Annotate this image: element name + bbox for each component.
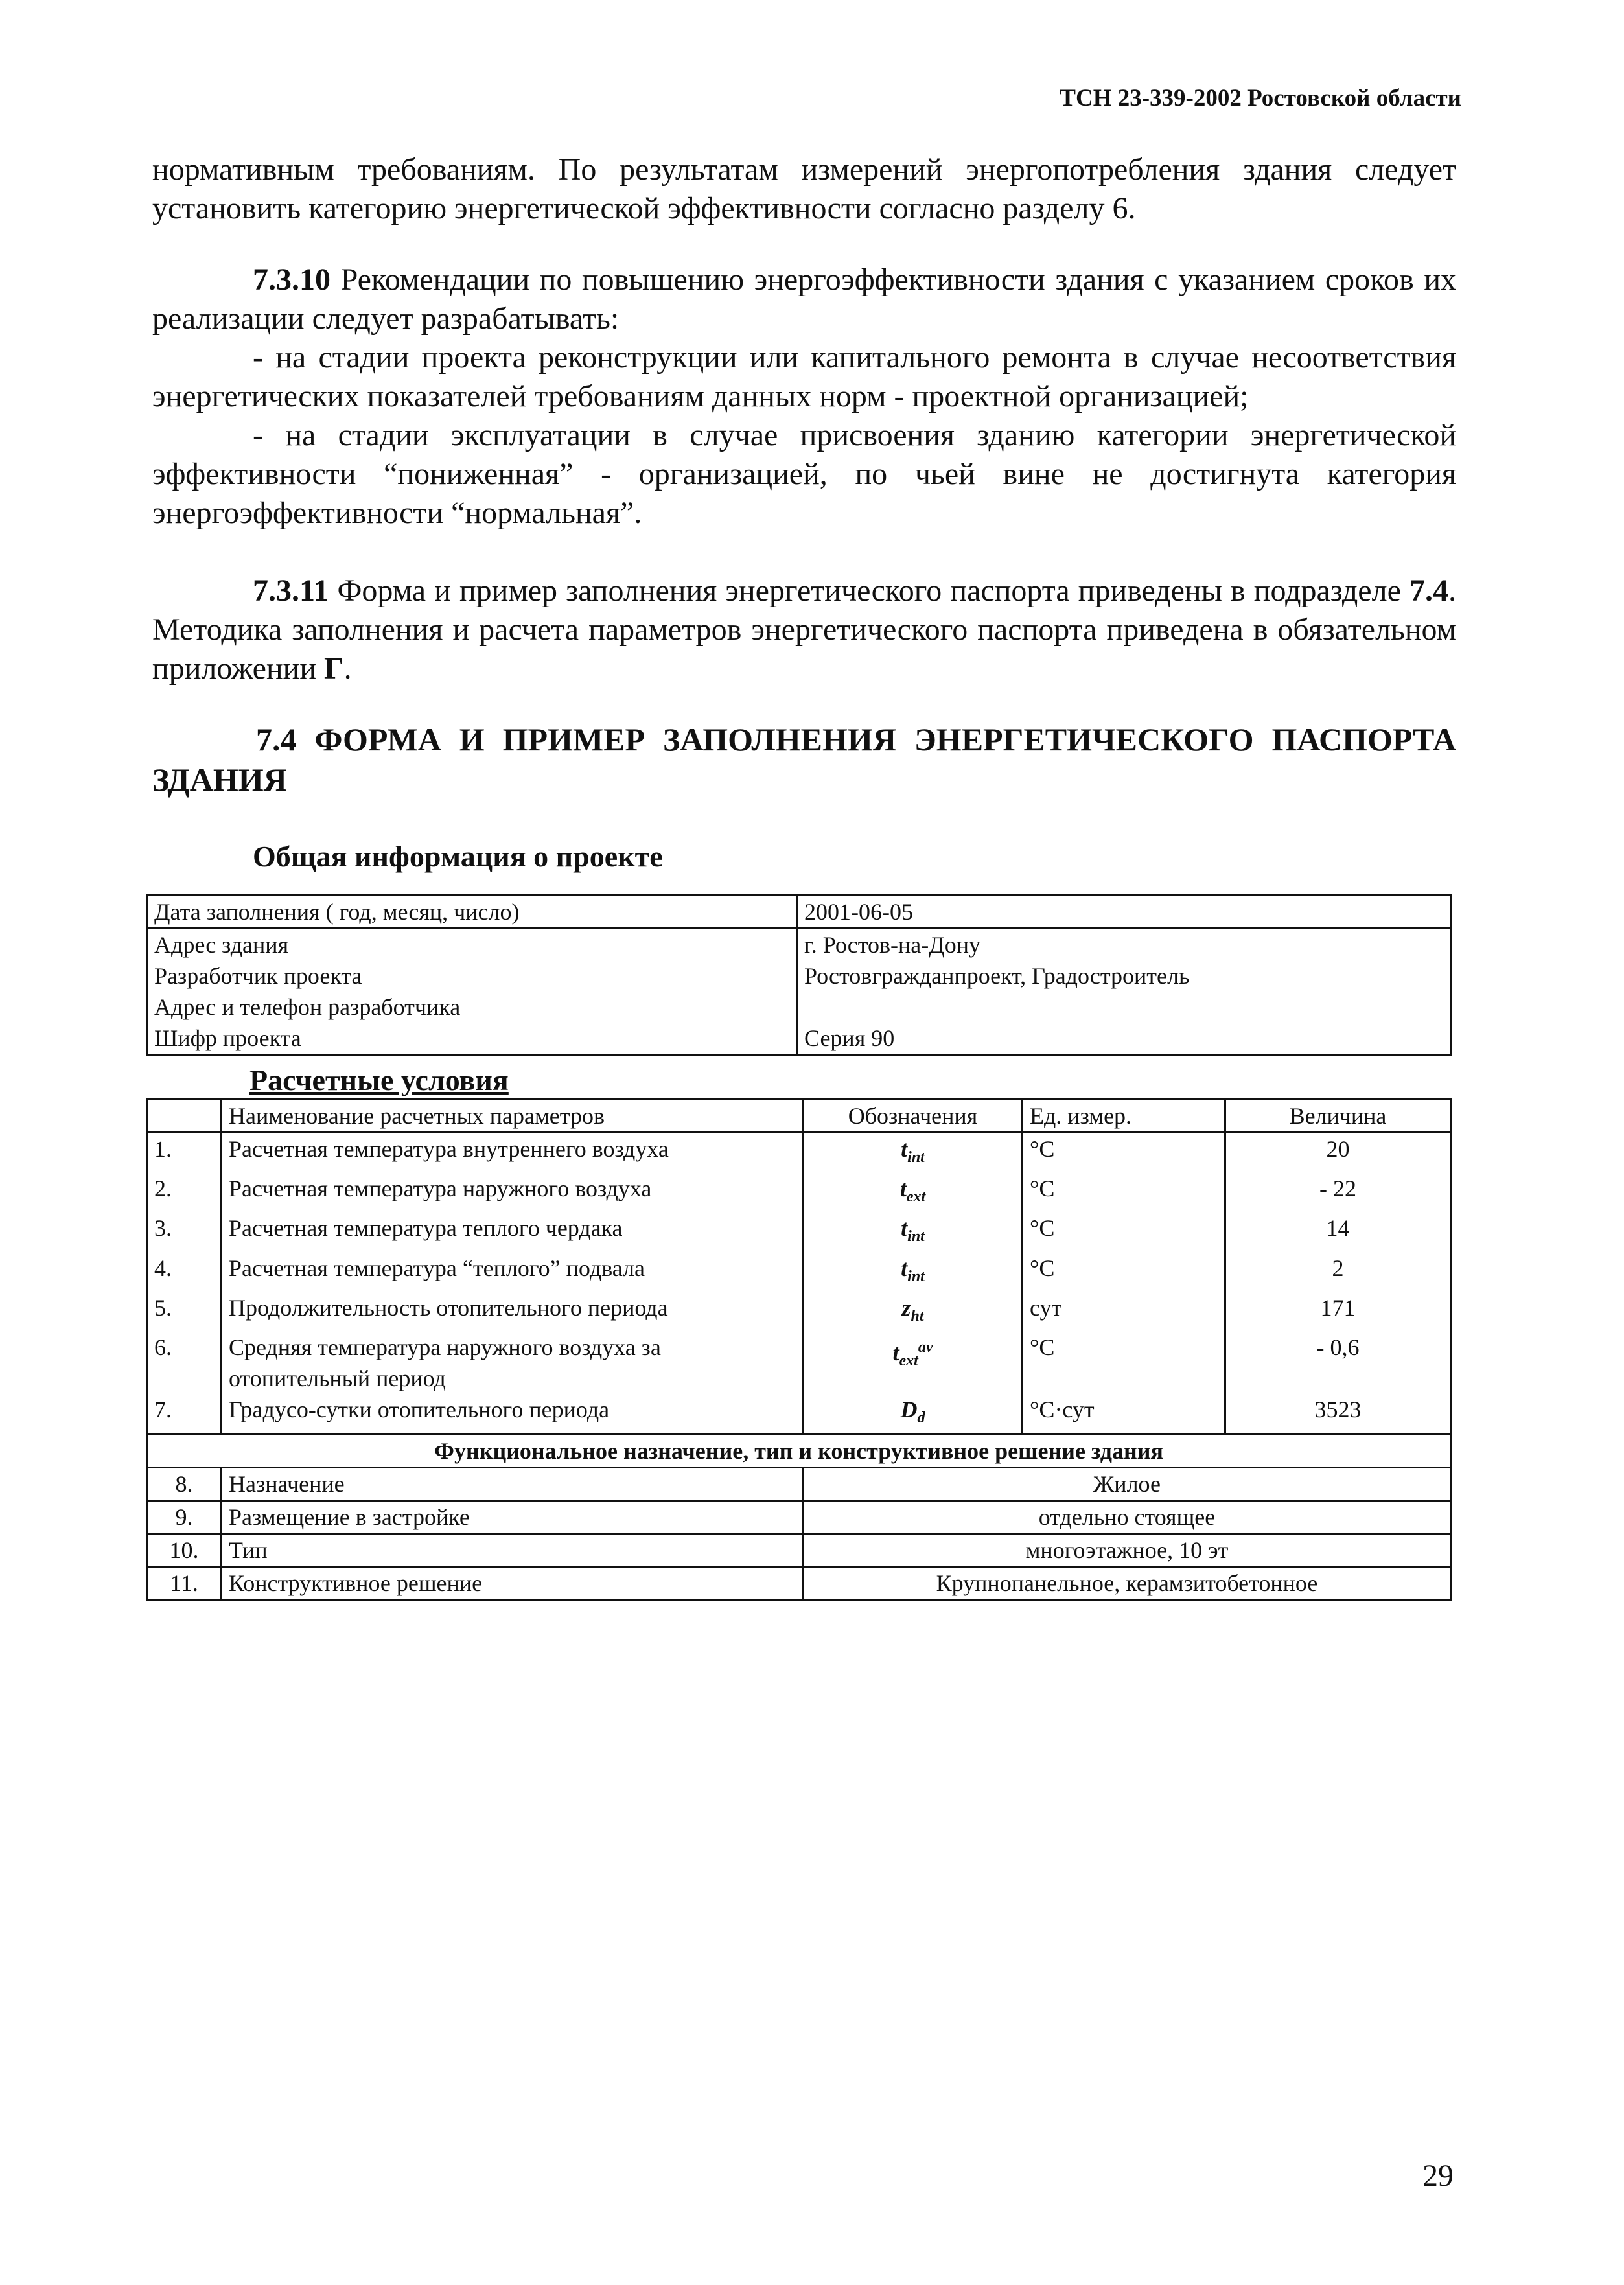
row-number: 7.	[147, 1394, 222, 1435]
symbol-subscript: d	[917, 1409, 925, 1427]
symbol-subscript: int	[907, 1228, 925, 1246]
header-cell-symbol: Обозначения	[804, 1100, 1023, 1133]
header-cell-name: Наименование расчетных параметров	[222, 1100, 804, 1133]
row-number: 2.	[147, 1173, 222, 1212]
row-value: г. Ростов-на-Дону	[804, 932, 981, 958]
table-row	[147, 896, 1451, 929]
parameter-name: Расчетная температура внутреннего воздуха	[222, 1133, 804, 1174]
header-cell-value: Величина	[1225, 1100, 1451, 1133]
general-info-title: Общая информация о проекте	[253, 840, 663, 873]
clause-number: 7.3.11	[253, 574, 329, 608]
clause-text: . Методика заполнения и расчета параметров энергетического паспорта приведена в обязательном приложении	[152, 574, 1456, 686]
table-row	[147, 1394, 1451, 1435]
paragraph-continuation	[152, 150, 1456, 228]
table-row	[147, 1501, 1451, 1534]
section-header-row	[147, 1435, 1451, 1468]
row-value: Серия 90	[804, 1025, 895, 1051]
row-value: Ростовгражданпроект, Градостроитель	[804, 963, 1190, 989]
symbol-letter: t	[901, 1136, 908, 1162]
parameter-name: Размещение в застройке	[222, 1501, 804, 1534]
unit: °С	[1023, 1173, 1225, 1212]
document-header: ТСН 23-339-2002 Ростовской области	[1060, 85, 1461, 111]
row-value: 2001-06-05	[797, 896, 1451, 929]
table-row	[147, 1468, 1451, 1501]
parameter-value: 171	[1225, 1292, 1451, 1332]
unit: сут	[1023, 1292, 1225, 1332]
row-label: Шифр проекта	[147, 1023, 797, 1055]
parameter-symbol	[804, 1173, 1023, 1212]
function-section-header: Функциональное назначение, тип и конструктивное решение здания	[147, 1435, 1451, 1468]
table-row	[147, 1292, 1451, 1332]
parameter-name: Средняя температура наружного воздуха за отопительный период	[222, 1332, 804, 1394]
row-number: 6.	[147, 1332, 222, 1394]
parameter-symbol	[804, 1133, 1023, 1174]
row-number: 3.	[147, 1212, 222, 1252]
symbol-subscript: int	[907, 1268, 925, 1285]
clause-number: 7.3.10	[253, 262, 331, 297]
parameter-value: - 0,6	[1225, 1332, 1451, 1394]
unit: °С	[1023, 1332, 1225, 1394]
table-row	[147, 992, 1451, 1023]
parameter-symbol	[804, 1253, 1023, 1292]
symbol-subscript: int	[907, 1149, 925, 1166]
header-cell-unit: Ед. измер.	[1023, 1100, 1225, 1133]
page-number: 29	[1422, 2159, 1454, 2193]
parameter-symbol	[804, 1394, 1023, 1435]
row-number: 10.	[147, 1534, 222, 1567]
parameter-value: 14	[1225, 1212, 1451, 1252]
symbol-letter: z	[901, 1294, 911, 1321]
design-conditions-title: Расчетные условия	[249, 1063, 509, 1096]
symbol-subscript: ext	[899, 1352, 918, 1370]
parameter-name: Расчетная температура теплого чердака	[222, 1212, 804, 1252]
clause-text: Форма и пример заполнения энергетического паспорта приведены в подразделе	[329, 574, 1409, 608]
table-row	[147, 1253, 1451, 1292]
table-row	[147, 960, 1451, 992]
symbol-letter: t	[901, 1255, 908, 1281]
row-label: Адрес и телефон разработчика	[147, 992, 797, 1023]
symbol-letter: t	[899, 1176, 907, 1202]
clause-end: .	[343, 651, 352, 686]
symbol-letter: t	[901, 1215, 908, 1242]
row-number: 5.	[147, 1292, 222, 1332]
parameter-symbol	[804, 1332, 1023, 1394]
symbol-subscript: ht	[911, 1307, 924, 1325]
paragraph-text: нормативным требованиям. По результатам измерений энергопотребления здания следует установить категорию энергетической эффективности согласно разделу 6.	[152, 152, 1456, 226]
parameter-name: Расчетная температура наружного воздуха	[222, 1173, 804, 1212]
unit: °С·сут	[1023, 1394, 1225, 1435]
parameter-symbol	[804, 1292, 1023, 1332]
row-number: 4.	[147, 1253, 222, 1292]
table-row	[147, 929, 1451, 961]
parameter-value: 2	[1225, 1253, 1451, 1292]
clause-text: Рекомендации по повышению энергоэффективности здания с указанием сроков их реализации следует разрабатывать:	[152, 262, 1456, 336]
parameter-name: Продолжительность отопительного периода	[222, 1292, 804, 1332]
parameter-name: Градусо-сутки отопительного периода	[222, 1394, 804, 1435]
table-row	[147, 1212, 1451, 1252]
row-label: Разработчик проекта	[147, 960, 797, 992]
row-number: 1.	[147, 1133, 222, 1174]
paragraph-7-3-10	[152, 261, 1456, 533]
row-number: 8.	[147, 1468, 222, 1501]
parameter-value: отдельно стоящее	[804, 1501, 1451, 1534]
design-conditions-table	[146, 1098, 1452, 1601]
parameter-value: - 22	[1225, 1173, 1451, 1212]
row-number: 11.	[147, 1567, 222, 1600]
table-row	[147, 1173, 1451, 1212]
unit: °С	[1023, 1253, 1225, 1292]
appendix-reference: Г	[324, 651, 344, 686]
general-info-table	[146, 894, 1452, 1056]
symbol-subscript: ext	[906, 1189, 926, 1206]
symbol-letter: t	[892, 1339, 899, 1365]
parameter-symbol	[804, 1212, 1023, 1252]
table-row	[147, 1332, 1451, 1394]
paragraph-text	[152, 261, 1456, 338]
list-item: - на стадии проекта реконструкции или капитального ремонта в случае несоответствия энергетических показателей требованиям данных норм - проектной организацией;	[152, 340, 1456, 413]
parameter-value: Крупнопанельное, керамзитобетонное	[804, 1567, 1451, 1600]
row-value	[797, 992, 1451, 1023]
unit: °С	[1023, 1212, 1225, 1252]
table-header-row	[147, 1100, 1451, 1133]
section-reference: 7.4	[1409, 574, 1448, 608]
header-cell-num	[147, 1100, 222, 1133]
row-label: Дата заполнения ( год, месяц, число)	[147, 896, 797, 929]
parameter-value: многоэтажное, 10 эт	[804, 1534, 1451, 1567]
parameter-name: Назначение	[222, 1468, 804, 1501]
paragraph-7-3-11	[152, 572, 1456, 688]
row-number: 9.	[147, 1501, 222, 1534]
section-title: 7.4 ФОРМА И ПРИМЕР ЗАПОЛНЕНИЯ ЭНЕРГЕТИЧЕСКОГО ПАСПОРТА ЗДАНИЯ	[152, 721, 1456, 798]
row-label: Адрес здания	[147, 929, 797, 961]
table-row	[147, 1023, 1451, 1055]
list-item: - на стадии эксплуатации в случае присвоения зданию категории энергетической эффективности “пониженная” - организацией, по чьей вине не достигнута категория энергоэффективности “нормальная”.	[152, 418, 1456, 530]
table-row	[147, 1534, 1451, 1567]
table-row	[147, 1133, 1451, 1174]
parameter-value: 3523	[1225, 1394, 1451, 1435]
parameter-value: 20	[1225, 1133, 1451, 1174]
parameter-name: Расчетная температура “теплого” подвала	[222, 1253, 804, 1292]
parameter-name: Конструктивное решение	[222, 1567, 804, 1600]
parameter-value: Жилое	[804, 1468, 1451, 1501]
parameter-name: Тип	[222, 1534, 804, 1567]
paragraph-text	[152, 572, 1456, 688]
unit: °С	[1023, 1133, 1225, 1174]
table-row	[147, 1567, 1451, 1600]
symbol-superscript: av	[918, 1338, 933, 1356]
symbol-letter: D	[900, 1396, 918, 1422]
